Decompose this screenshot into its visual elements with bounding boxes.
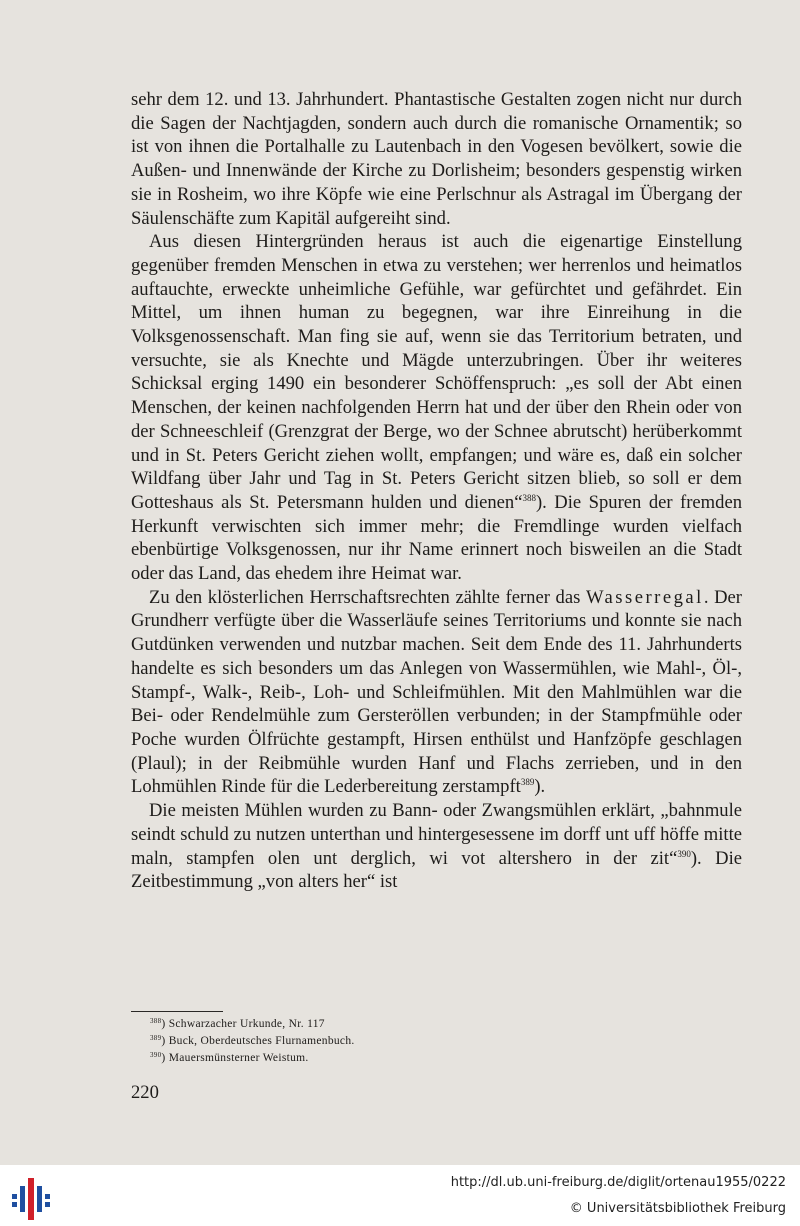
paragraph-3: Zu den klösterlichen Herrschaftsrechten zählte ferner das Wasserregal. Der Grundherr verfügte über die Wasserläufe seines Territoriums und konnte sie nach Gutdünken verwenden und nutzbar machen. Seit dem Ende des 11. Jahrhunderts handelte es sich besonders um das Anlegen von Wassermühlen, wie Mahl-, Öl-, Stampf-, Walk-, Reib-, Loh- und Schleifmühlen. Mit den Mahlmühlen war die Bei- oder Rendelmühle zum Gersteröllen verbunden; in der Stampfmühle oder Poche wurden Ölfrüchte gestampft, Hirsen enthülst und Hanfzöpfe geschlagen (Plaul); in der Reibmühle wurden Hanf und Flachs zerrieben, und in den Lohmühlen Rinde für die Lederbereitung zerstampft$^{389}$). — [131, 586, 742, 798]
footnote-item: $^{389}$) Buck, Oberdeutsches Flurnamenbuch. — [150, 1034, 355, 1047]
body-text — [131, 88, 742, 894]
emphasis-wasserregal: Wasserregal — [585, 586, 704, 608]
footnote-item: $^{388}$) Schwarzacher Urkunde, Nr. 117 — [150, 1017, 325, 1030]
paragraph-4: Die meisten Mühlen wurden zu Bann- oder Zwangsmühlen erklärt, „bahnmule seindt schuld zu nutzen unterthan und hintergesessene im dorff unt uff höffe mitte maln, stampfen olen unt derglich, wi vot altershero in der zit“$^{390}$). Die Zeitbestimmung „von alters her“ ist — [131, 800, 742, 893]
footnote-ref-388: 388 — [522, 492, 536, 503]
footnote-item: $^{390}$) Mauersmünsterner Weistum. — [150, 1051, 309, 1064]
footnote-divider — [131, 1011, 223, 1012]
copyright-text: © Universitätsbibliothek Freiburg — [569, 1201, 786, 1216]
footnote-ref-389: 389 — [520, 777, 535, 788]
footnote-ref-390: 390 — [677, 848, 691, 859]
page-number: 220 — [131, 1082, 159, 1103]
footnotes — [150, 1016, 650, 1067]
ub-freiburg-logo-icon — [12, 1178, 54, 1220]
paragraph-2: Aus diesen Hintergründen heraus ist auch die eigenartige Einstellung gegenüber fremden Menschen in etwa zu verstehen; wer herrenlos und heimatlos auftauchte, erweckte unheimliche Gefühle, war gefürchtet und gefährdet. Ein Mittel, um ihnen human zu begegnen, war ihre Einreihung in die Volksgenossenschaft. Man fing sie auf, wenn sie das Territorium betraten, und versuchte, sie als Knechte und Mägde unterzubringen. Über ihr weiteres Schicksal erging 1490 ein besonderer Schöffenspruch: „es soll der Abt einen Menschen, der keinen nachfolgenden Herrn hat und der über den Rhein oder von der Schneeschleif (Grenzgrat der Berge, wo der Schnee abrutscht) herüberkommt und in St. Peters Gericht ziehen wollt, empfangen; und wäre es, daß ein solcher Wildfang über Jahr und Tag in St. Peters Gericht sitzen blieb, so soll er dem Gotteshaus als St. Petersmann hulden und dienen“$^{388}$). Die Spuren der fremden Herkunft verwischten sich immer mehr; die Fremdlinge wurden vielfach ebenbürtige Volksgenossen, nur ihr Name erinnert noch bisweilen an die Stadt oder das Land, das ehedem ihre Heimat war. — [131, 231, 742, 585]
source-url-link[interactable]: http://dl.ub.uni-freiburg.de/diglit/ortenau1955/0222 — [450, 1175, 786, 1190]
paragraph-1: sehr dem 12. und 13. Jahrhundert. Phantastische Gestalten zogen nicht nur durch die Sagen der Nachtjagden, sondern auch durch die romanische Ornamentik; so ist von ihnen die Portalhalle zu Lautenbach in den Vogesen bevölkert, sowie die Außen- und Innenwände der Kirche zu Dorlisheim; besonders gespenstig wirken sie in Rosheim, wo ihre Köpfe wie eine Perlschnur als Astragal im Übergang der Säulenschäfte zum Kapitäl aufgereiht sind. — [131, 89, 742, 229]
